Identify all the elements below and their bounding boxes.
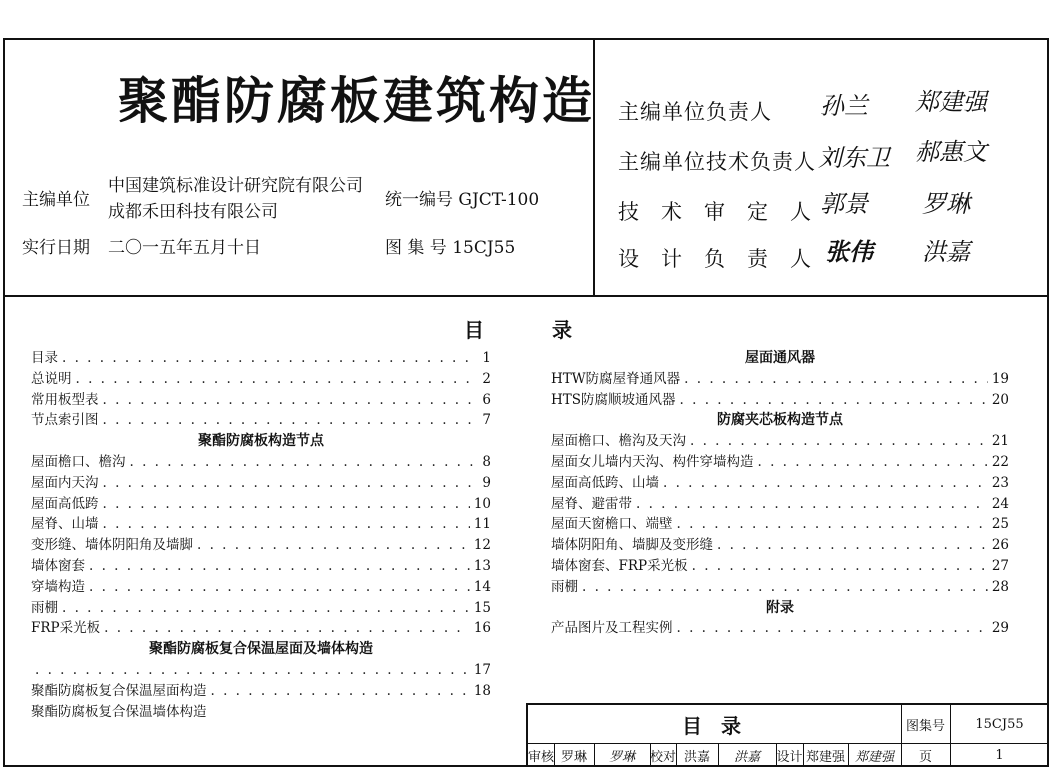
atlas-no-value: 15CJ55 [452,238,516,258]
toc-entry-page: 28 [991,578,1009,595]
page-label: 页 [918,749,932,765]
toc-entry-label: 屋面高低跨 [31,495,99,512]
toc-entry[interactable] [31,535,491,555]
toc-entry-label: 屋面檐口、檐沟 [31,454,126,470]
signature: 郑建强 [915,88,987,116]
responsible-row-2 [618,146,816,176]
org-name-1: 中国建筑标准设计研究院有限公司 [108,176,363,196]
toc-entry[interactable] [31,660,491,680]
toc-entry[interactable] [31,410,491,430]
toc-entry-page: 25 [991,516,1009,533]
toc-entry[interactable] [31,598,491,618]
unified-no-label: 统一编号 [385,190,453,210]
toc-entry[interactable] [31,702,491,722]
toc-leader-dots [677,618,988,638]
toc-entry-label: 聚酯防腐板复合保温屋面构造 [31,682,207,699]
toc-leader-dots [211,681,470,701]
toc-section-heading: 聚酯防腐板复合保温屋面及墙体构造 [149,641,373,658]
toc-entry-label: 常用板型表 [31,391,99,408]
toc-entry[interactable] [551,577,1009,597]
toc-entry-label: 屋面内天沟 [31,474,99,491]
signature: 孙兰 [820,92,868,120]
toc-leader-dots [130,452,474,472]
toc-entry-page: 11 [473,516,491,533]
toc-entry[interactable] [551,556,1009,576]
signature: 郝惠文 [915,138,987,166]
toc-title-left: 目 [464,318,484,342]
toc-entry-label: 目录 [31,350,58,366]
toc-entry-page: 14 [473,578,491,595]
toc-entry[interactable] [31,390,491,410]
toc-title-right: 录 [552,318,572,342]
toc-leader-dots [62,348,473,368]
toc-section-heading: 防腐夹芯板构造节点 [717,412,843,429]
toc-leader-dots [677,514,988,534]
title-block [526,703,1047,765]
toc-entry-page: 22 [991,454,1009,470]
toc-entry-label: 变形缝、墙体阴阳角及墙脚 [31,537,193,554]
toc-entry-label: HTW防腐屋脊通风器 [551,370,681,387]
signature: 罗琳 [922,190,970,218]
signature: 洪嘉 [922,238,970,266]
toc-leader-dots [680,390,988,410]
responsible-row-1 [618,96,808,126]
toc-entry-label: 节点索引图 [31,412,99,429]
toc-entry-page: 23 [991,474,1009,491]
toc-entry[interactable] [31,681,491,701]
toc-entry-label: 墙体窗套、FRP采光板 [551,558,688,574]
toc-entry[interactable] [551,473,1009,493]
toc-entry-page: 1 [482,350,491,366]
responsible-label: 技术审定人 [618,200,833,224]
toc-entry[interactable] [31,577,491,597]
review-name: 罗琳 [560,749,587,765]
toc-entry-page: 13 [473,558,491,574]
toc-entry-label: 总说明 [31,370,72,387]
toc-leader-dots [717,535,988,555]
toc-entry[interactable] [551,514,1009,534]
toc-entry-page: 17 [473,662,491,678]
toc-entry-label: 墙体阴阳角、墙脚及变形缝 [551,537,713,554]
toc-entry-label: 屋面女儿墙内天沟、构件穿墙构造 [551,454,754,470]
toc-leader-dots [103,390,474,410]
signature: 罗琳 [608,749,635,765]
toc-entry[interactable] [31,556,491,576]
check-label: 校对 [650,749,677,765]
toc-leader-dots [103,494,470,514]
responsible-label: 设计负责人 [618,247,833,271]
toc-entry[interactable] [551,369,1009,389]
toc-entry-label: FRP采光板 [31,620,101,637]
unified-no [385,190,539,210]
toc-leader-dots [89,556,470,576]
toc-section-heading: 附录 [766,599,794,616]
toc-entry-label: 屋脊、避雷带 [551,495,632,512]
design-label: 设计 [776,749,803,765]
toc-section-heading: 屋面通风器 [745,350,815,366]
responsible-label: 主编单位技术负责人 [618,150,816,174]
toc-leader-dots [758,452,988,472]
check-name: 洪嘉 [683,749,710,765]
toc-entry-label: 屋面高低跨、山墙 [551,474,659,491]
toc-entry[interactable] [31,514,491,534]
toc-entry-page: 6 [482,391,491,408]
toc-leader-dots [35,660,470,680]
responsible-row-4 [618,243,833,273]
toc-leader-dots [684,369,988,389]
toc-entry-label: 墙体窗套 [31,558,85,574]
toc-entry-label: 雨棚 [31,599,58,616]
responsible-row-3 [618,196,833,226]
toc-leader-dots [197,535,470,555]
toc-entry-page: 24 [991,495,1009,512]
toc-entry-label: 聚酯防腐板复合保温墙体构造 [31,703,207,720]
signature: 刘东卫 [818,144,890,172]
toc-leader-dots [103,514,470,534]
toc-entry-label: 屋面檐口、檐沟及天沟 [551,433,686,450]
atlas-number [385,238,515,258]
title-block-atlas-no: 15CJ55 [975,716,1024,732]
toc-entry[interactable] [31,494,491,514]
toc-entry[interactable] [551,618,1009,638]
toc-leader-dots [636,494,988,514]
org-name-2: 成都禾田科技有限公司 [108,202,278,222]
toc-entry-page: 7 [482,412,491,429]
toc-entry-page: 21 [991,433,1009,450]
toc-leader-dots [582,577,988,597]
toc-entry-label: HTS防腐顺坡通风器 [551,391,676,408]
toc-leader-dots [104,618,470,638]
atlas-no-label: 图 集 号 [385,238,447,258]
toc-section-heading: 聚酯防腐板构造节点 [198,433,324,450]
toc-leader-dots [690,431,988,451]
toc-leader-dots [692,556,988,576]
toc-entry-page: 27 [991,558,1009,574]
toc-entry-page: 26 [991,537,1009,554]
toc-entry-label: 产品图片及工程实例 [551,620,673,637]
toc-entry-page: 29 [991,620,1009,637]
toc-entry-label: 雨棚 [551,578,578,595]
signature: 郭景 [820,190,868,218]
toc-entry[interactable] [551,452,1009,472]
toc-entry[interactable] [551,431,1009,451]
title-block-name: 目 录 [682,713,747,738]
signature: 郑建强 [854,749,894,765]
toc-entry[interactable] [31,473,491,493]
toc-entry-page: 8 [482,454,491,470]
unified-no-value: GJCT-100 [458,190,540,210]
toc-entry-label: 穿墙构造 [31,578,85,595]
toc-entry-page: 2 [482,370,491,387]
toc-entry-page: 19 [991,370,1009,387]
toc-entry[interactable] [551,390,1009,410]
date-value: 二〇一五年五月十日 [108,238,261,258]
toc-leader-dots [62,598,470,618]
responsible-label: 主编单位负责人 [618,100,772,124]
toc-entry[interactable] [31,348,491,368]
atlas-title: 聚酯防腐板建筑构造 [118,72,595,130]
toc-entry[interactable] [31,452,491,472]
toc-leader-dots [89,577,470,597]
toc-entry[interactable] [551,494,1009,514]
signature: 张伟 [825,237,873,266]
toc-entry[interactable] [31,618,491,638]
toc-leader-dots [103,473,474,493]
toc-entry-page: 16 [473,620,491,637]
toc-leader-dots [76,369,474,389]
review-label: 审核 [528,749,555,765]
toc-entry-page: 20 [991,391,1009,408]
toc-entry-page: 12 [473,537,491,554]
toc-entry-page: 10 [473,495,491,512]
title-block-atlas-label: 图集号 [905,718,945,734]
toc-entry-page: 9 [482,474,491,491]
signature: 洪嘉 [733,749,760,765]
toc-entry[interactable] [551,535,1009,555]
toc-entry-page: 18 [473,682,491,699]
toc-leader-dots [103,410,474,430]
header-horizontal-divider [3,295,1049,297]
toc-entry-page: 15 [473,599,491,616]
toc-entry[interactable] [31,369,491,389]
date-label: 实行日期 [22,238,90,258]
org-label: 主编单位 [22,190,90,210]
toc-leader-dots [663,473,988,493]
toc-entry-label: 屋面天窗檐口、端壁 [551,516,673,533]
toc-entry-label: 屋脊、山墙 [31,516,99,533]
page-number: 1 [995,747,1004,763]
design-name: 郑建强 [805,749,845,765]
